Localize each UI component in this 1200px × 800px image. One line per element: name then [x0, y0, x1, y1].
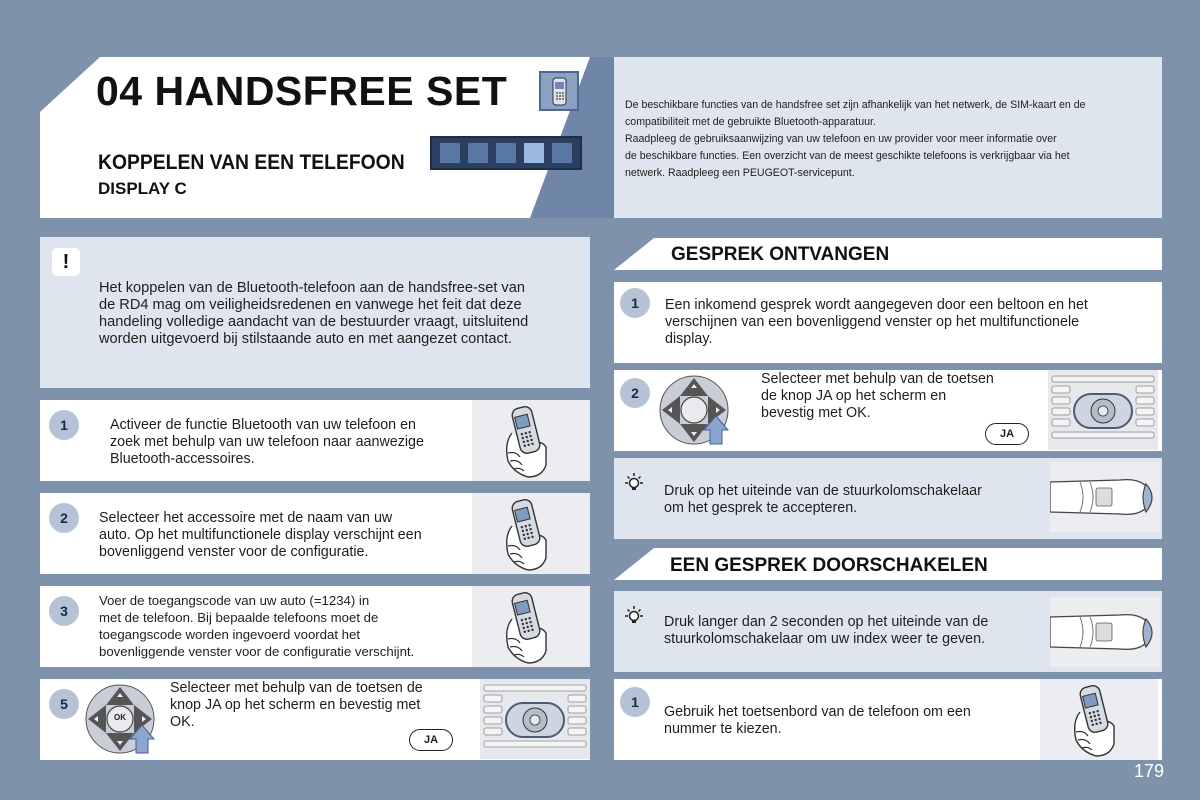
step-number: 1: [49, 410, 79, 440]
chapter-tab-active: [524, 143, 544, 163]
section-title-receive: GESPREK ONTVANGEN: [671, 244, 890, 265]
step-text: Selecteer met behulp van de toetsen de knop JA op het scherm en bevestig met OK.: [170, 680, 423, 730]
step-number: 1: [620, 687, 650, 717]
chapter-tabs: [430, 136, 582, 170]
tip-text: Druk langer dan 2 seconden op het uiteinde van de stuurkolomschakelaar om uw index weer te geven.: [664, 614, 989, 647]
tip-text: Druk op het uiteinde van de stuurkolomschakelaar om het gesprek te accepteren.: [664, 483, 982, 516]
step-number: 1: [620, 288, 650, 318]
hand-phone-icon: [1040, 679, 1158, 760]
step-number: 3: [49, 596, 79, 626]
light-tip-icon: [622, 603, 646, 627]
navigation-pad-icon: [658, 374, 732, 448]
step-text: Activeer de functie Bluetooth van uw telefoon en zoek met behulp van uw telefoon naar aanwezige Bluetooth-accessoires.: [110, 417, 424, 467]
section-notch: [614, 548, 654, 580]
page-number: 179: [1134, 761, 1165, 781]
step-text: Gebruik het toetsenbord van de telefoon om een nummer te kiezen.: [664, 704, 971, 737]
intro-text: De beschikbare functies van de handsfree set zijn afhankelijk van het netwerk, de SIM-kaart en de compatibiliteit met de gebruikte Bluetooth-apparatuur. Raadpleeg de gebruiksaanwijzing van uw telefoon en uw provider voor meer informatie over de beschikbare functies. Een overzicht van de meest geschikte telefoons is verkrijgbaar via het netwerk. Raadpleeg een PEUGEOT-servicepunt.: [625, 99, 1086, 179]
display-label: DISPLAY C: [98, 179, 187, 198]
chapter-tab: [440, 143, 460, 163]
dashboard-controls-icon: [480, 679, 590, 760]
ja-badge: JA: [985, 423, 1029, 445]
step-text: Selecteer het accessoire met de naam van uw auto. Op het multifunctionele display verschijnt een bovenliggend venster voor de configuratie.: [99, 510, 422, 560]
header-notch: [40, 57, 100, 112]
warning-text: Het koppelen van de Bluetooth-telefoon aan de handsfree-set van de RD4 mag om veiligheidsredenen en vanwege het feit dat deze handeling volledige aandacht van de bestuurder vraagt, uitsluitend worden uitgevoerd bij stilstaande auto en met aangezet contact.: [99, 280, 529, 347]
light-tip-icon: [622, 470, 646, 494]
hand-phone-icon: [472, 586, 590, 667]
step-text: Selecteer met behulp van de toetsen de knop JA op het scherm en bevestig met OK.: [761, 371, 994, 421]
step-number: 2: [620, 378, 650, 408]
section-subtitle: KOPPELEN VAN EEN TELEFOON: [98, 151, 405, 174]
section-notch: [614, 238, 654, 270]
chapter-tab: [552, 143, 572, 163]
warning-icon: !: [52, 248, 80, 276]
step-number: 2: [49, 503, 79, 533]
ja-badge: JA: [409, 729, 453, 751]
step-text: Een inkomend gesprek wordt aangegeven door een beltoon en het verschijnen van een bovenliggend venster op het multifunctionele display.: [665, 297, 1088, 347]
section-title-transfer: EEN GESPREK DOORSCHAKELEN: [670, 555, 988, 576]
hand-phone-icon: [472, 400, 590, 481]
navigation-pad-icon: [84, 683, 158, 757]
phone-icon: [539, 71, 579, 111]
page-title: 04 HANDSFREE SET: [96, 68, 508, 114]
stalk-switch-icon: [1050, 597, 1160, 667]
step-number: 5: [49, 689, 79, 719]
dashboard-controls-icon: [1048, 370, 1158, 451]
step-text: Voer de toegangscode van uw auto (=1234) in met de telefoon. Bij bepaalde telefoons moet de toegangscode worden ingevoerd voordat het bovenliggende venster voor de configuratie verschijnt.: [99, 593, 415, 659]
chapter-tab: [496, 143, 516, 163]
hand-phone-icon: [472, 493, 590, 574]
ok-label: OK: [114, 713, 126, 722]
chapter-tab: [468, 143, 488, 163]
stalk-switch-icon: [1050, 462, 1160, 532]
